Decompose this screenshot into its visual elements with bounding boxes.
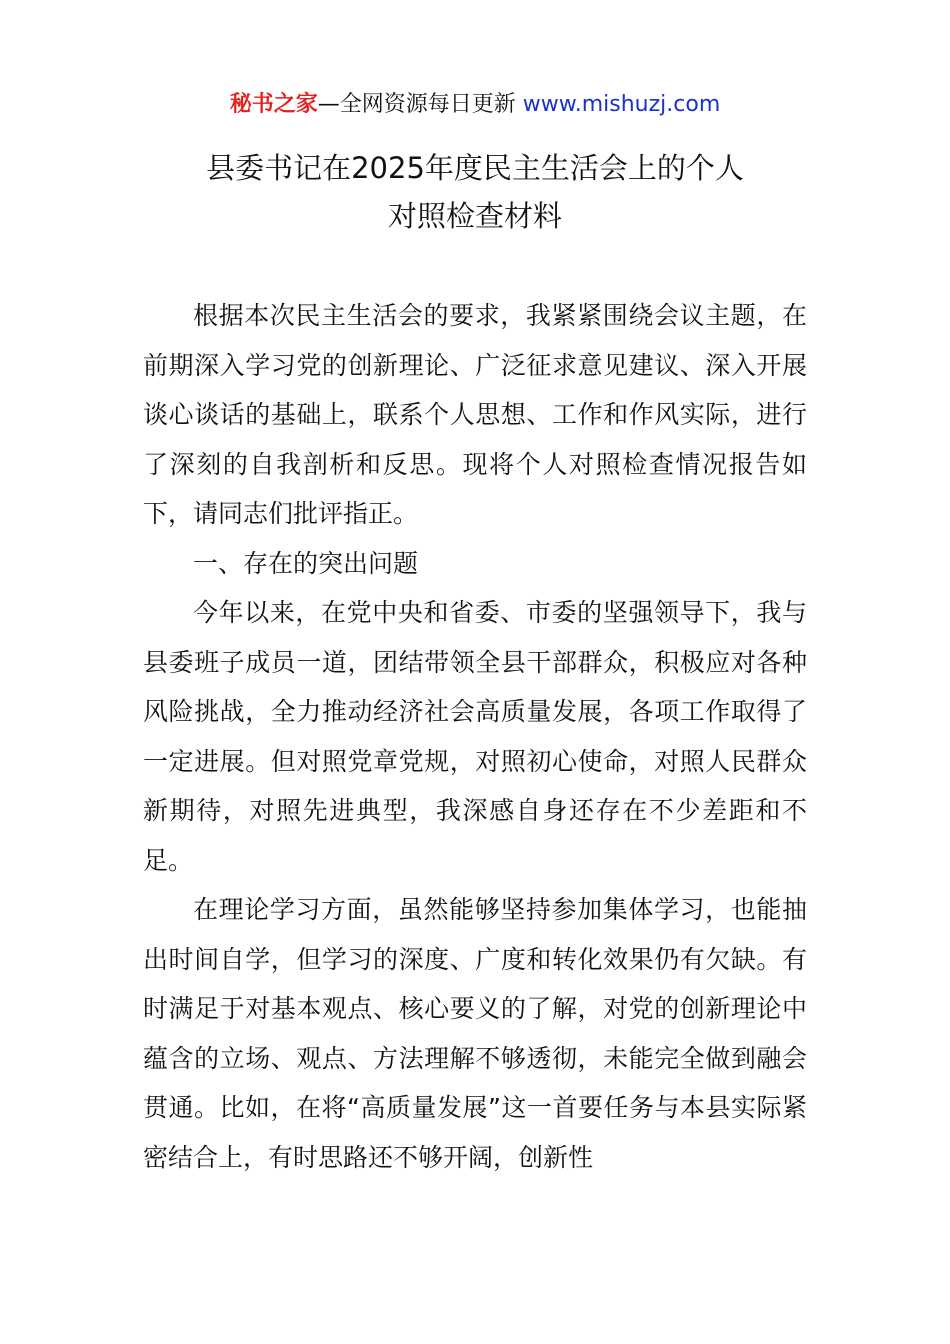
- paragraph-overview: 今年以来，在党中央和省委、市委的坚强领导下，我与县委班子成员一道，团结带领全县干部群众，积极应对各种风险挑战，全力推动经济社会高质量发展，各项工作取得了一定进展。但对照党章党规，对照初心使命，对照人民群众新期待，对照先进典型，我深感自身还存在不少差距和不足。: [143, 598, 807, 875]
- brand-name: 秘书之家: [229, 92, 318, 117]
- document-body: [143, 291, 807, 1182]
- site-url-link[interactable]: www.mishuzj.com: [522, 92, 721, 117]
- paragraph-intro: 根据本次民主生活会的要求，我紧紧围绕会议主题，在前期深入学习党的创新理论、广泛征求意见建议、深入开展谈心谈话的基础上，联系个人思想、工作和作风实际，进行了深刻的自我剖析和反思。现将个人对照检查情况报告如下，请同志们批评指正。: [143, 301, 807, 528]
- banner-tagline: —全网资源每日更新: [317, 92, 523, 117]
- section-heading: 一、存在的突出问题: [193, 548, 419, 578]
- paragraph-theory-study: 在理论学习方面，虽然能够坚持参加集体学习，也能抽出时间自学，但学习的深度、广度和转化效果仍有欠缺。有时满足于对基本观点、核心要义的了解，对党的创新理论中蕴含的立场、观点、方法理解不够透彻，未能完全做到融会贯通。比如，在将“高质量发展”这一首要任务与本县实际紧密结合上，有时思路还不够开阔，创新性: [143, 895, 807, 1172]
- site-banner: [0, 88, 950, 122]
- document-title: [0, 144, 950, 240]
- title-line-1: 县委书记在2025年度民主生活会上的个人: [206, 151, 744, 185]
- title-line-2: 对照检查材料: [387, 199, 562, 233]
